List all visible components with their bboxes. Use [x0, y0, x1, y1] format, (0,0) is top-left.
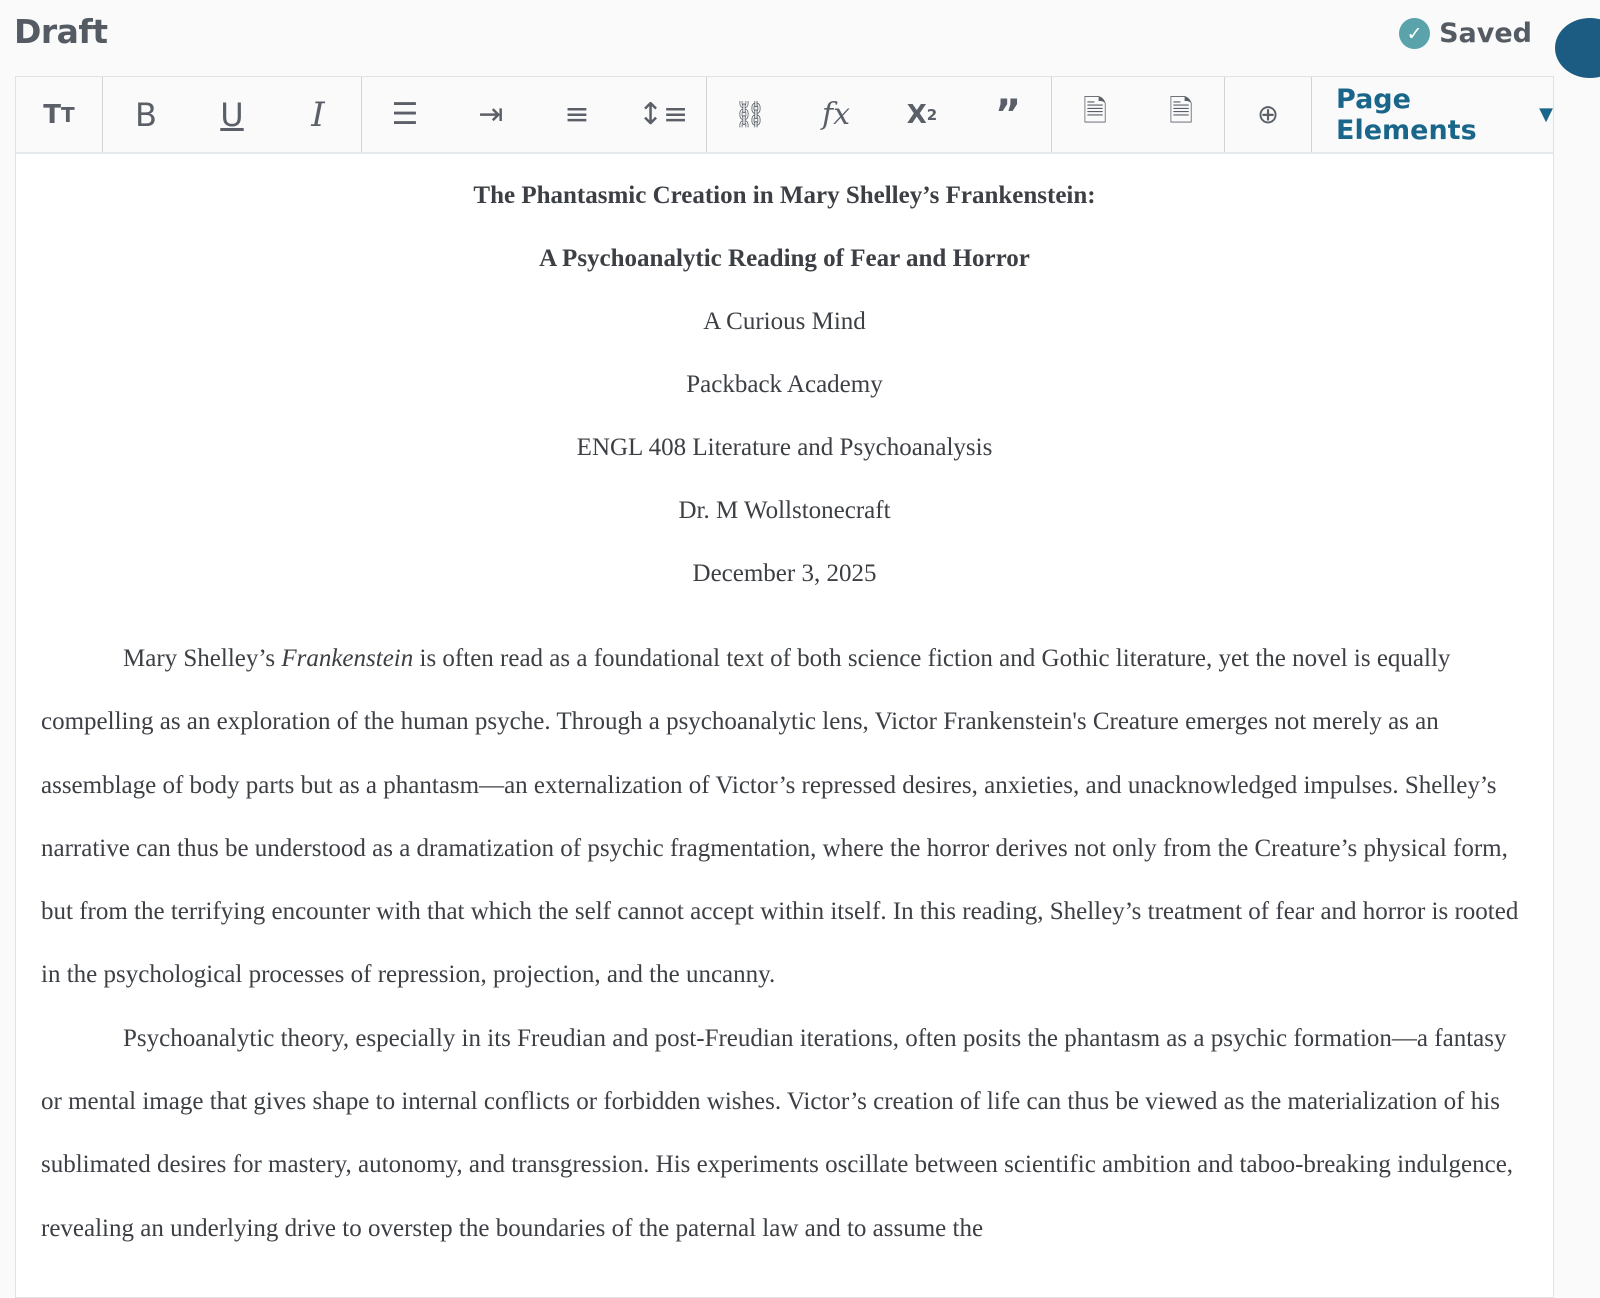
caret-down-icon: ▼ [1539, 104, 1553, 125]
p1-text-b: is often read as a foundational text of both science fiction and Gothic literature, yet the novel is equally compelling as an exploration of the human psyche. Through a psychoanalytic lens, Victor Frankenstein's Creature emerges not merely as an assemblage of body parts but as a phantasm—an externalization of Victor’s repressed desires, anxieties, and unacknowledged impulses. Shelley’s narrative can thus be understood as a dramatization of psychic fragmentation, where the horror derives not only from the Creature’s physical form, but from the terrifying encounter with that which the self cannot accept within itself. In this reading, Shelley’s treatment of fear and horror is rooted in the psychological processes of repression, projection, and the uncanny. [41, 645, 1519, 989]
text-size-button[interactable]: T T [43, 99, 75, 130]
p1-text-a: Mary Shelley’s [123, 645, 282, 672]
page-elements-label: Page Elements [1336, 83, 1477, 146]
quote-button[interactable]: ” [994, 91, 1022, 138]
subscript-button[interactable]: X 2 [906, 99, 938, 130]
doc-course: ENGL 408 Literature and Psychoanalysis [576, 434, 993, 461]
p1-italic-title: Frankenstein [281, 645, 414, 672]
editor [15, 76, 1554, 1298]
preview-icon[interactable]: 🗎 [1168, 94, 1194, 129]
formula-button[interactable]: fx [821, 97, 851, 132]
page-title: Draft [14, 12, 108, 51]
save-status [1399, 18, 1532, 49]
save-status-label: Saved [1439, 18, 1532, 49]
paragraph-1 [41, 627, 1528, 1007]
check-icon: ✓ [1399, 18, 1430, 49]
page-elements-dropdown[interactable] [1312, 77, 1553, 152]
paragraph-2: Psychoanalytic theory, especially in its Freudian and post-Freudian iterations, often posits the phantasm as a psychic formation—a fantasy or mental image that gives shape to internal conflicts or forbidden wishes. Victor’s creation of life can thus be viewed as the materialization of his sublimated desires for mastery, autonomy, and transgression. His experiments oscillate between scientific ambition and taboo-breaking indulgence, revealing an underlying drive to overstep the boundaries of the paternal law and to assume the [41, 1024, 1514, 1242]
doc-instructor: Dr. M Wollstonecraft [678, 497, 891, 524]
doc-title-line2: A Psychoanalytic Reading of Fear and Horror [539, 245, 1030, 272]
document-body[interactable] [16, 154, 1553, 1260]
italic-button[interactable]: I [311, 94, 325, 135]
indent-button[interactable]: ⇥ [478, 97, 504, 132]
doc-date: December 3, 2025 [692, 560, 877, 587]
document-icon[interactable]: 🗎 [1082, 94, 1108, 129]
add-icon[interactable]: ⊕ [1257, 99, 1279, 130]
toolbar [16, 77, 1553, 154]
bulleted-list-button[interactable]: ☰ [391, 97, 419, 132]
doc-institution: Packback Academy [686, 371, 883, 398]
avatar[interactable] [1555, 18, 1600, 78]
line-spacing-button[interactable]: ↕≡ [637, 97, 689, 132]
underline-button[interactable]: U [220, 95, 244, 134]
doc-author: A Curious Mind [703, 308, 866, 335]
bold-button[interactable]: B [135, 95, 157, 134]
link-button[interactable]: ⛓ [733, 99, 767, 130]
align-button[interactable]: ≡ [564, 97, 590, 132]
doc-title-line1: The Phantasmic Creation in Mary Shelley’s Frankenstein: [473, 182, 1096, 209]
